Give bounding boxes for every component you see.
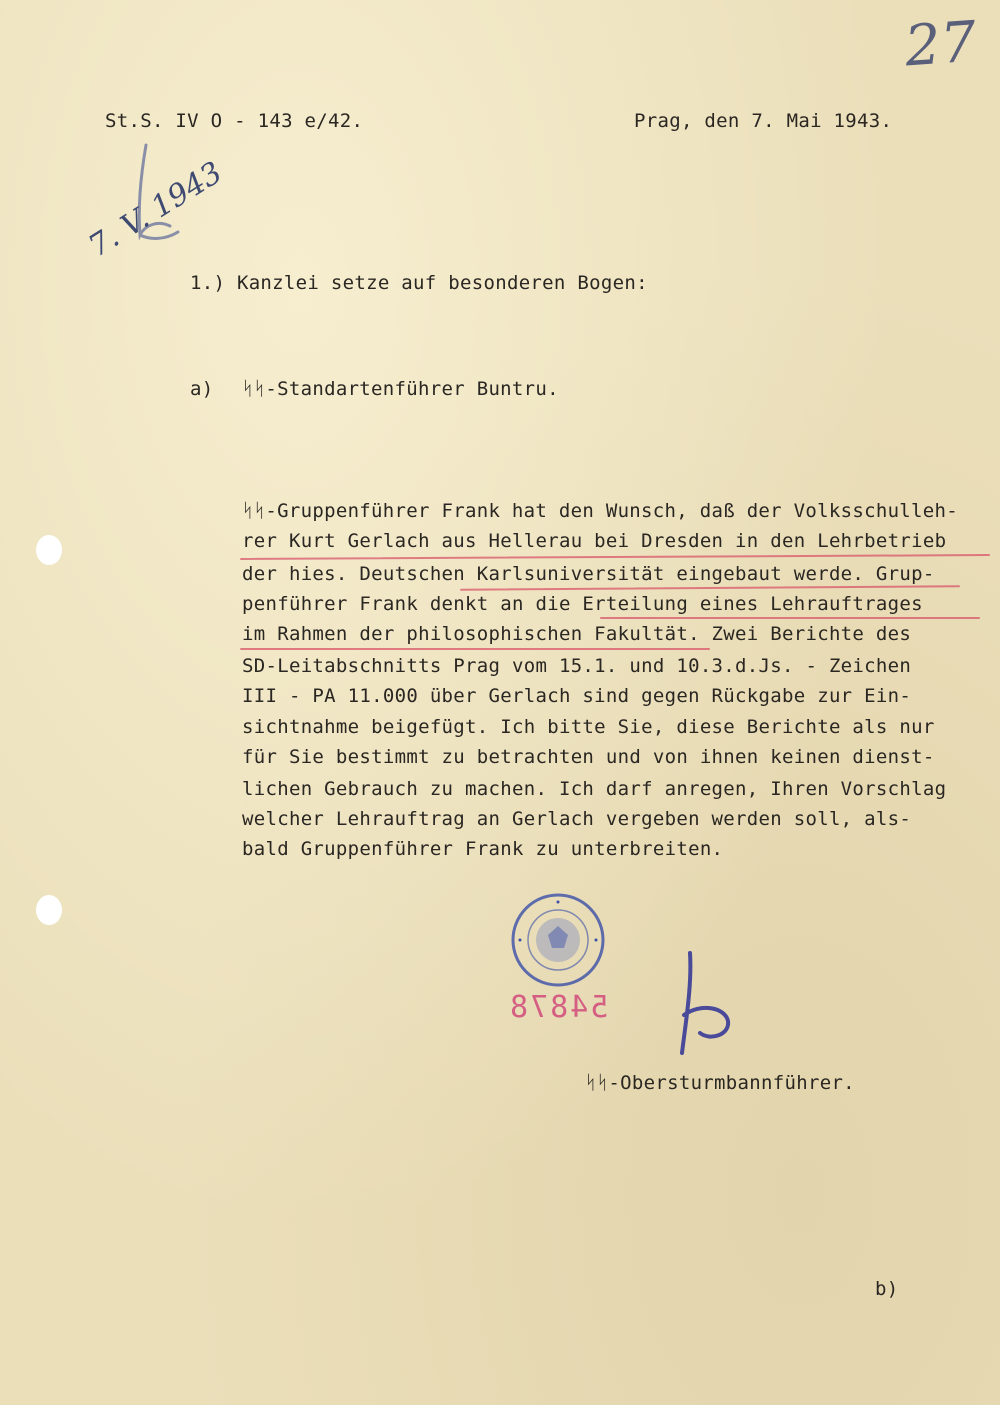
body-line: III - PA 11.000 über Gerlach sind gegen Rückgabe zur Ein-	[242, 685, 912, 707]
body-line: ᛋᛋ-Gruppenführer Frank hat den Wunsch, daß der Volksschulleh-	[242, 500, 958, 522]
place-date: Prag, den 7. Mai 1943.	[634, 110, 893, 132]
next-item-marker: b)	[875, 1278, 899, 1300]
body-line: welcher Lehrauftrag an Gerlach vergeben werden soll, als-	[242, 808, 912, 830]
punch-hole-bottom	[36, 895, 62, 925]
body-line: sichtnahme beigefügt. Ich bitte Sie, diese Berichte als nur	[242, 716, 935, 738]
body-line: lichen Gebrauch zu machen. Ich darf anregen, Ihren Vorschlag	[242, 778, 947, 800]
body-line: SD-Leitabschnitts Prag vom 15.1. und 10.3.d.Js. - Zeichen	[242, 655, 912, 677]
body-line: penführer Frank denkt an die Erteilung eines Lehrauftrages	[242, 593, 923, 615]
red-underline	[240, 648, 710, 650]
item-a-addressee: ᛋᛋ-Standartenführer Buntru.	[242, 378, 559, 400]
body-line: für Sie bestimmt zu betrachten und von ihnen keinen dienst-	[242, 746, 935, 768]
body-line: im Rahmen der philosophischen Fakultät. Zwei Berichte des	[242, 623, 912, 645]
body-line: der hies. Deutschen Karlsuniversität eingebaut werde. Grup-	[242, 563, 935, 585]
body-line: rer Kurt Gerlach aus Hellerau bei Dresden in den Lehrbetrieb	[242, 530, 947, 552]
signature	[670, 945, 750, 1060]
item-a-marker: a)	[190, 378, 214, 400]
round-seal-stamp	[508, 890, 608, 990]
reference-number: St.S. IV O - 143 e/42.	[105, 110, 364, 132]
page-number: 27	[902, 9, 979, 80]
red-underline	[460, 585, 960, 590]
stamp-number: 54878	[508, 990, 609, 1025]
body-line: bald Gruppenführer Frank zu unterbreiten.	[242, 838, 724, 860]
margin-date: 7. V. 1943	[82, 155, 229, 265]
instruction-item-1: 1.) Kanzlei setze auf besonderen Bogen:	[190, 272, 648, 294]
signature-rank: ᛋᛋ-Obersturmbannführer.	[585, 1072, 855, 1094]
punch-hole-top	[36, 535, 62, 565]
red-underline	[240, 554, 990, 560]
red-underline	[600, 617, 980, 619]
